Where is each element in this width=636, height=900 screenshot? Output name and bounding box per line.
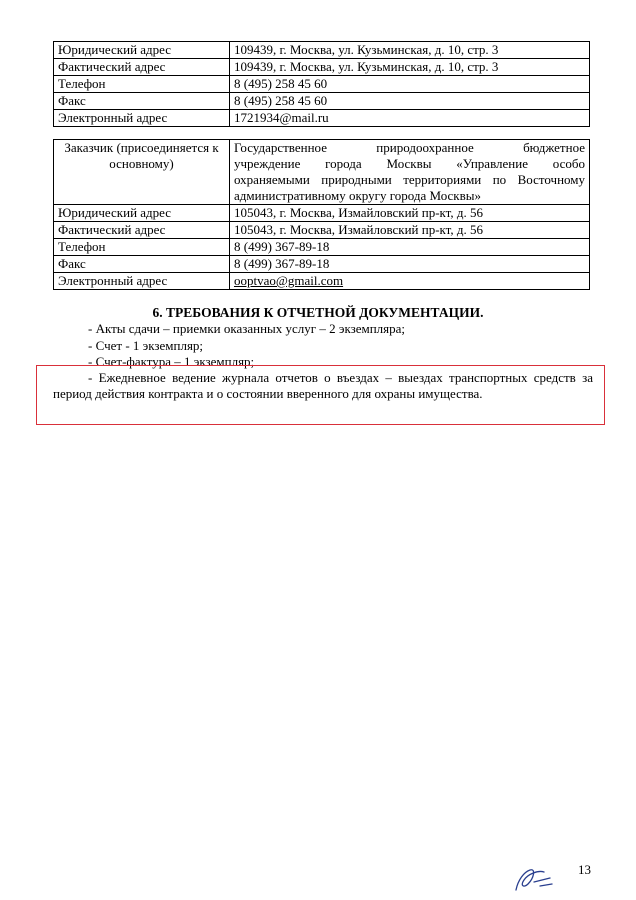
table-row [54, 222, 590, 239]
row-value: 8 (499) 367-89-18 [230, 239, 590, 256]
section-heading: 6. ТРЕБОВАНИЯ К ОТЧЕТНОЙ ДОКУМЕНТАЦИИ. [152, 305, 484, 320]
signature-icon [510, 860, 555, 896]
row-value: 105043, г. Москва, Измайловский пр-кт, д. 56 [230, 222, 590, 239]
customer-details-table [53, 139, 590, 290]
customer-header-row [54, 140, 590, 205]
customer-header-value [230, 140, 590, 205]
customer-header-label: Заказчик (присоединяется к основному) [54, 140, 230, 205]
row-value: 8 (495) 258 45 60 [230, 76, 590, 93]
table-row [54, 273, 590, 290]
requirement-item: - Счет - 1 экземпляр; [88, 338, 204, 353]
table-row [54, 256, 590, 273]
row-label: Факс [54, 256, 230, 273]
row-value: 109439, г. Москва, ул. Кузьминская, д. 10, стр. 3 [230, 59, 590, 76]
highlighted-requirement-paragraph: - Ежедневное ведение журнала отчетов о въездах – выездах транспортных средств за период действия контракта и о состоянии вверенного для охраны имущества. [53, 370, 593, 401]
customer-name-line: административному округу города Москвы» [234, 188, 481, 203]
requirement-item: - Акты сдачи – приемки оказанных услуг – 2 экземпляра; [88, 321, 406, 336]
table-row [54, 205, 590, 222]
table-row [54, 110, 590, 127]
row-value: 105043, г. Москва, Измайловский пр-кт, д. 56 [230, 205, 590, 222]
customer-name-line: охраняемыми природными территориями по Восточному [234, 172, 585, 187]
table-row [54, 42, 590, 59]
row-value: 8 (495) 258 45 60 [230, 93, 590, 110]
row-label: Телефон [54, 239, 230, 256]
row-label: Фактический адрес [54, 222, 230, 239]
row-label: Электронный адрес [54, 110, 230, 127]
row-label: Телефон [54, 76, 230, 93]
row-label: Факс [54, 93, 230, 110]
row-value: 8 (499) 367-89-18 [230, 256, 590, 273]
contractor-details-table [53, 41, 590, 127]
customer-details-body [54, 140, 590, 290]
email-value: 1721934@mail.ru [230, 110, 590, 127]
requirement-item: - Счет-фактура – 1 экземпляр; [88, 354, 255, 369]
customer-name-line: учреждение города Москвы «Управление особо [234, 156, 585, 171]
table-row [54, 59, 590, 76]
page-number: 13 [578, 862, 591, 877]
row-label: Фактический адрес [54, 59, 230, 76]
row-label: Электронный адрес [54, 273, 230, 290]
row-value: 109439, г. Москва, ул. Кузьминская, д. 10, стр. 3 [230, 42, 590, 59]
contractor-details-body [54, 42, 590, 127]
table-row [54, 239, 590, 256]
table-row [54, 93, 590, 110]
row-label: Юридический адрес [54, 205, 230, 222]
table-row [54, 76, 590, 93]
customer-name-line: Государственное природоохранное бюджетное [234, 140, 585, 155]
email-value: ooptvao@gmail.com [230, 273, 590, 290]
row-label: Юридический адрес [54, 42, 230, 59]
